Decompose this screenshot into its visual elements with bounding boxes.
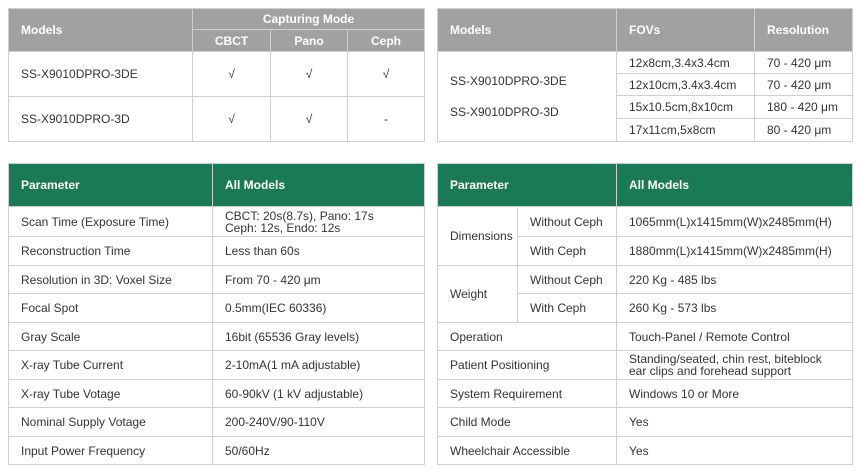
parameter-value: 260 Kg - 573 lbs xyxy=(617,294,853,323)
parameter-header: Parameter xyxy=(9,164,213,207)
table-row xyxy=(9,237,425,266)
parameter-value: 60-90kV (1 kV adjustable) xyxy=(213,380,425,408)
ceph-header: Ceph xyxy=(348,30,425,52)
table-row xyxy=(438,437,853,465)
table-row xyxy=(9,351,425,380)
all-models-header: All Models xyxy=(213,164,425,207)
table-row xyxy=(438,351,853,380)
parameter-value: Less than 60s xyxy=(213,237,425,266)
cbct-check: √ xyxy=(193,97,271,142)
pano-check: √ xyxy=(271,97,348,142)
fov-value: 17x11cm,5x8cm xyxy=(617,119,755,142)
table-row xyxy=(438,380,853,408)
capturing-mode-header: Capturing Mode xyxy=(193,9,425,30)
parameter-name: X-ray Tube Current xyxy=(9,351,213,380)
model-name: SS-X9010DPRO-3DE xyxy=(450,73,567,88)
models-header: Models xyxy=(438,9,617,52)
table-row xyxy=(9,266,425,294)
parameter-value: 1880mm(L)x1415mm(W)x2485mm(H) xyxy=(617,237,853,266)
parameter-name: Operation xyxy=(438,323,617,351)
resolution-value: 70 - 420 μm xyxy=(755,52,853,74)
with-ceph-label: With Ceph xyxy=(518,294,617,323)
parameter-name: Reconstruction Time xyxy=(9,237,213,266)
resolution-value: 180 - 420 μm xyxy=(755,96,853,119)
without-ceph-label: Without Ceph xyxy=(518,266,617,294)
parameter-value: 200-240V/90-110V xyxy=(213,408,425,437)
table-row xyxy=(9,97,425,142)
ceph-check: - xyxy=(348,97,425,142)
parameter-value: 50/60Hz xyxy=(213,437,425,465)
parameter-table-left xyxy=(8,163,425,465)
without-ceph-label: Without Ceph xyxy=(518,207,617,237)
dimensions-label: Dimensions xyxy=(438,207,518,266)
fov-table xyxy=(437,8,853,142)
parameter-value: CBCT: 20s(8.7s), Pano: 17s Ceph: 12s, Endo: 12s xyxy=(213,207,425,237)
fov-value: 15x10.5cm,8x10cm xyxy=(617,96,755,119)
parameter-name: Input Power Frequency xyxy=(9,437,213,465)
table-row xyxy=(438,207,853,237)
cbct-check: √ xyxy=(193,52,271,97)
models-header: Models xyxy=(9,9,193,52)
parameter-value: 220 Kg - 485 lbs xyxy=(617,266,853,294)
resolution-value: 70 - 420 μm xyxy=(755,74,853,96)
parameter-value: Touch-Panel / Remote Control xyxy=(617,323,853,351)
parameter-name: System Requirement xyxy=(438,380,617,408)
ceph-check: √ xyxy=(348,52,425,97)
parameter-name: Scan Time (Exposure Time) xyxy=(9,207,213,237)
parameter-name: Patient Positioning xyxy=(438,351,617,380)
parameter-value: 0.5mm(IEC 60336) xyxy=(213,294,425,323)
table-row xyxy=(9,380,425,408)
parameter-value: 1065mm(L)x1415mm(W)x2485mm(H) xyxy=(617,207,853,237)
parameter-name: X-ray Tube Votage xyxy=(9,380,213,408)
parameter-name: Focal Spot xyxy=(9,294,213,323)
table-row xyxy=(9,52,425,97)
parameter-value: Yes xyxy=(617,408,853,437)
all-models-header: All Models xyxy=(617,164,853,207)
model-name: SS-X9010DPRO-3D xyxy=(450,104,559,119)
table-row xyxy=(9,294,425,323)
model-name: SS-X9010DPRO-3D xyxy=(9,97,193,142)
parameter-value: 16bit (65536 Gray levels) xyxy=(213,323,425,351)
table-row xyxy=(438,52,853,74)
model-name: SS-X9010DPRO-3DE xyxy=(9,52,193,97)
weight-label: Weight xyxy=(438,266,518,323)
fov-value: 12x10cm,3.4x3.4cm xyxy=(617,74,755,96)
parameter-name: Gray Scale xyxy=(9,323,213,351)
table-row xyxy=(9,207,425,237)
resolution-header: Resolution xyxy=(755,9,853,52)
capturing-mode-table xyxy=(8,8,425,142)
pano-header: Pano xyxy=(271,30,348,52)
pano-check: √ xyxy=(271,52,348,97)
cbct-header: CBCT xyxy=(193,30,271,52)
parameter-value: Standing/seated, chin rest, biteblock ear clips and forehead support xyxy=(617,351,853,380)
table-row xyxy=(9,323,425,351)
parameter-value: Yes xyxy=(617,437,853,465)
fovs-header: FOVs xyxy=(617,9,755,52)
parameter-header: Parameter xyxy=(438,164,617,207)
parameter-name: Wheelchair Accessible xyxy=(438,437,617,465)
with-ceph-label: With Ceph xyxy=(518,237,617,266)
parameter-name: Nominal Supply Votage xyxy=(9,408,213,437)
model-list xyxy=(438,52,617,142)
table-row xyxy=(9,437,425,465)
table-row xyxy=(438,266,853,294)
resolution-value: 80 - 420 μm xyxy=(755,119,853,142)
parameter-name: Child Mode xyxy=(438,408,617,437)
table-row xyxy=(9,408,425,437)
parameter-table-right xyxy=(437,163,853,465)
parameter-name: Resolution in 3D: Voxel Size xyxy=(9,266,213,294)
parameter-value: Windows 10 or More xyxy=(617,380,853,408)
table-row xyxy=(438,408,853,437)
fov-value: 12x8cm,3.4x3.4cm xyxy=(617,52,755,74)
parameter-value: 2-10mA(1 mA adjustable) xyxy=(213,351,425,380)
parameter-value: From 70 - 420 μm xyxy=(213,266,425,294)
table-row xyxy=(438,323,853,351)
